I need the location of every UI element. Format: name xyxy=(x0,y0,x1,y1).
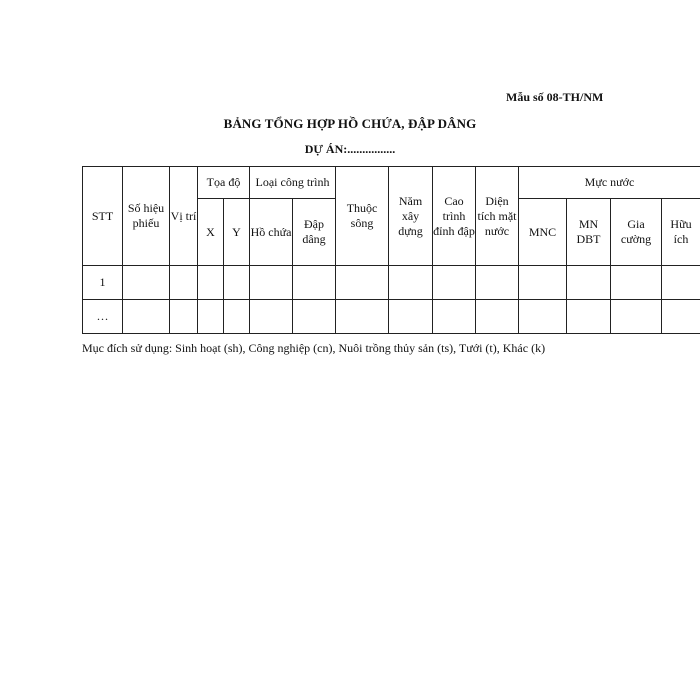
header-dien-tich-mat-nuoc: Diện tích mặt nước xyxy=(476,167,519,266)
header-x: X xyxy=(198,199,224,266)
project-line: DỰ ÁN:................ xyxy=(304,142,396,156)
header-loai-cong-trinh: Loại công trình xyxy=(250,167,336,199)
document-title: BẢNG TỔNG HỢP HỒ CHỨA, ĐẬP DÂNG xyxy=(223,116,477,131)
header-muc-nuoc: Mực nước xyxy=(519,167,700,199)
header-cao-trinh-dinh-dap: Cao trình đỉnh đập xyxy=(433,167,476,266)
header-vi-tri: Vị trí xyxy=(170,167,198,266)
table-row xyxy=(83,266,700,300)
table-row xyxy=(83,300,700,334)
header-mn-dbt: MN DBT xyxy=(567,199,611,266)
header-nam-xay-dung: Năm xây dựng xyxy=(389,167,433,266)
header-gia-cuong: Gia cường xyxy=(611,199,662,266)
row-stt: … xyxy=(83,300,123,334)
header-so-hieu-phieu: Số hiệu phiếu xyxy=(123,167,170,266)
header-ho-chua: Hồ chứa xyxy=(250,199,293,266)
header-y: Y xyxy=(224,199,250,266)
purpose-footnote: Mục đích sử dụng: Sinh hoạt (sh), Công nghiệp (cn), Nuôi trồng thủy sản (ts), Tưới (t), Khác (k) xyxy=(82,341,546,355)
header-toa-do: Tọa độ xyxy=(198,167,250,199)
header-huu-ich: Hữu ích xyxy=(662,199,700,266)
header-dap-dang: Đập dâng xyxy=(293,199,336,266)
header-mnc: MNC xyxy=(519,199,567,266)
header-thuoc-song: Thuộc sông xyxy=(336,167,389,266)
row-stt: 1 xyxy=(83,266,123,300)
form-code: Mẫu số 08-TH/NM xyxy=(506,90,604,104)
header-stt: STT xyxy=(83,167,123,266)
summary-table xyxy=(82,166,700,334)
summary-table-container xyxy=(82,166,700,334)
